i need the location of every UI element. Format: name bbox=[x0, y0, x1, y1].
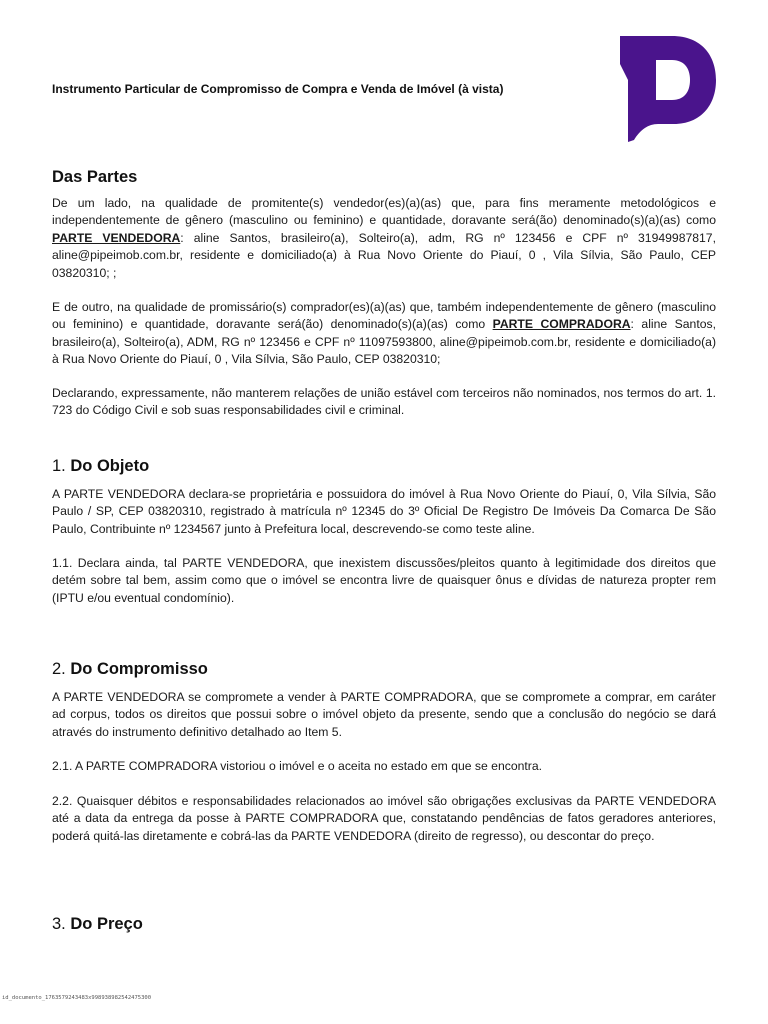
text: De um lado, na qualidade de promitente(s) vendedor(es)(a)(as) que, para fins meramente metodológicos e independentemente de gênero (masculino ou feminino) e quantidade, doravante será(ão) denominado(s)(a)(as) como bbox=[52, 196, 716, 228]
text: : aline Santos, brasileiro(a), Solteiro(a), ADM, RG nº 123456 e CPF nº 11097593800, aline@pipeimob.com.br, residente e domiciliado(a) à Rua Novo Oriente do Piauí, 0 , Vila Sílvia, São Paulo, CEP 03820310; bbox=[52, 317, 716, 367]
paragraph-parte-vendedora bbox=[52, 195, 716, 282]
parte-vendedora-label: PARTE VENDEDORA bbox=[52, 230, 181, 245]
document-title: Instrumento Particular de Compromisso de Compra e Venda de Imóvel (à vista) bbox=[52, 82, 504, 96]
text: E de outro, na qualidade de promissário(s) comprador(es)(a)(as) que, também independentemente de gênero (masculino ou feminino) e quantidade, doravante será(ão) denominado(s)(a)(as) como bbox=[52, 300, 716, 332]
section-number: 3. bbox=[52, 915, 66, 933]
pipeimob-logo bbox=[616, 34, 718, 144]
section-heading-partes bbox=[52, 168, 137, 187]
section-heading-preco bbox=[52, 915, 143, 934]
section-number: 1. bbox=[52, 457, 66, 475]
paragraph-compromisso-1: A PARTE VENDEDORA se compromete a vender à PARTE COMPRADORA, que se compromete a comprar, em caráter ad corpus, todos os direitos que possui sobre o imóvel objeto da presente, sendo que a conclusão do negócio se dará através do instrumento definitivo detalhado ao Item 5. bbox=[52, 690, 716, 739]
section-number: 2. bbox=[52, 660, 66, 678]
section-heading-compromisso bbox=[52, 660, 208, 679]
paragraph-objeto-1: A PARTE VENDEDORA declara-se proprietária e possuidora do imóvel à Rua Novo Oriente do Piauí, 0, Vila Sílvia, São Paulo / SP, CEP 03820310, registrado à matrícula nº 12345 do 3º Oficial De Registro De Imóveis Da Comarca De São Paulo, Contribuinte nº 1234567 junto à Prefeitura local, descrevendo-se como teste aline. bbox=[52, 487, 716, 536]
section-title: Das Partes bbox=[52, 168, 138, 186]
text: : aline Santos, brasileiro(a), Solteiro(a), adm, RG nº 123456 e CPF nº 31949987817, aline@pipeimob.com.br, residente e domiciliado(a) à Rua Novo Oriente do Piauí, 0 , Vila Sílvia, São Paulo, CEP 03820310; ; bbox=[52, 230, 716, 280]
paragraph-parte-compradora bbox=[52, 299, 716, 369]
paragraph-objeto-1-1: 1.1. Declara ainda, tal PARTE VENDEDORA, que inexistem discussões/pleitos quanto à legitimidade dos direitos que detém sobre tal bem, assim como que o imóvel se encontra livre de quaisquer ônus e dívidas de natureza propter rem (IPTU e/ou eventual condomínio). bbox=[52, 556, 716, 605]
section-heading-objeto bbox=[52, 457, 149, 476]
document-id-footer: id_documento_1763579243483x998938982542475300 bbox=[2, 995, 152, 1001]
paragraph-declaracao: Declarando, expressamente, não manterem relações de união estável com terceiros não nominados, nos termos do art. 1. 723 do Código Civil e sob suas responsabilidades civil e criminal. bbox=[52, 386, 716, 418]
section-title: Do Objeto bbox=[70, 457, 150, 475]
paragraph-compromisso-2-2: 2.2. Quaisquer débitos e responsabilidades relacionados ao imóvel são obrigações exclusivas da PARTE VENDEDORA até a data da entrega da posse à PARTE COMPRADORA que, constatando pendências de fatos geradores anteriores, poderá quitá-las diretamente e cobrá-las da PARTE VENDEDORA (direito de regresso), ou descontar do preço. bbox=[52, 794, 716, 843]
parte-compradora-label: PARTE COMPRADORA bbox=[492, 317, 631, 332]
section-title: Do Compromisso bbox=[70, 660, 208, 678]
section-title: Do Preço bbox=[70, 915, 143, 933]
paragraph-compromisso-2-1: 2.1. A PARTE COMPRADORA vistoriou o imóvel e o aceita no estado em que se encontra. bbox=[52, 759, 542, 773]
